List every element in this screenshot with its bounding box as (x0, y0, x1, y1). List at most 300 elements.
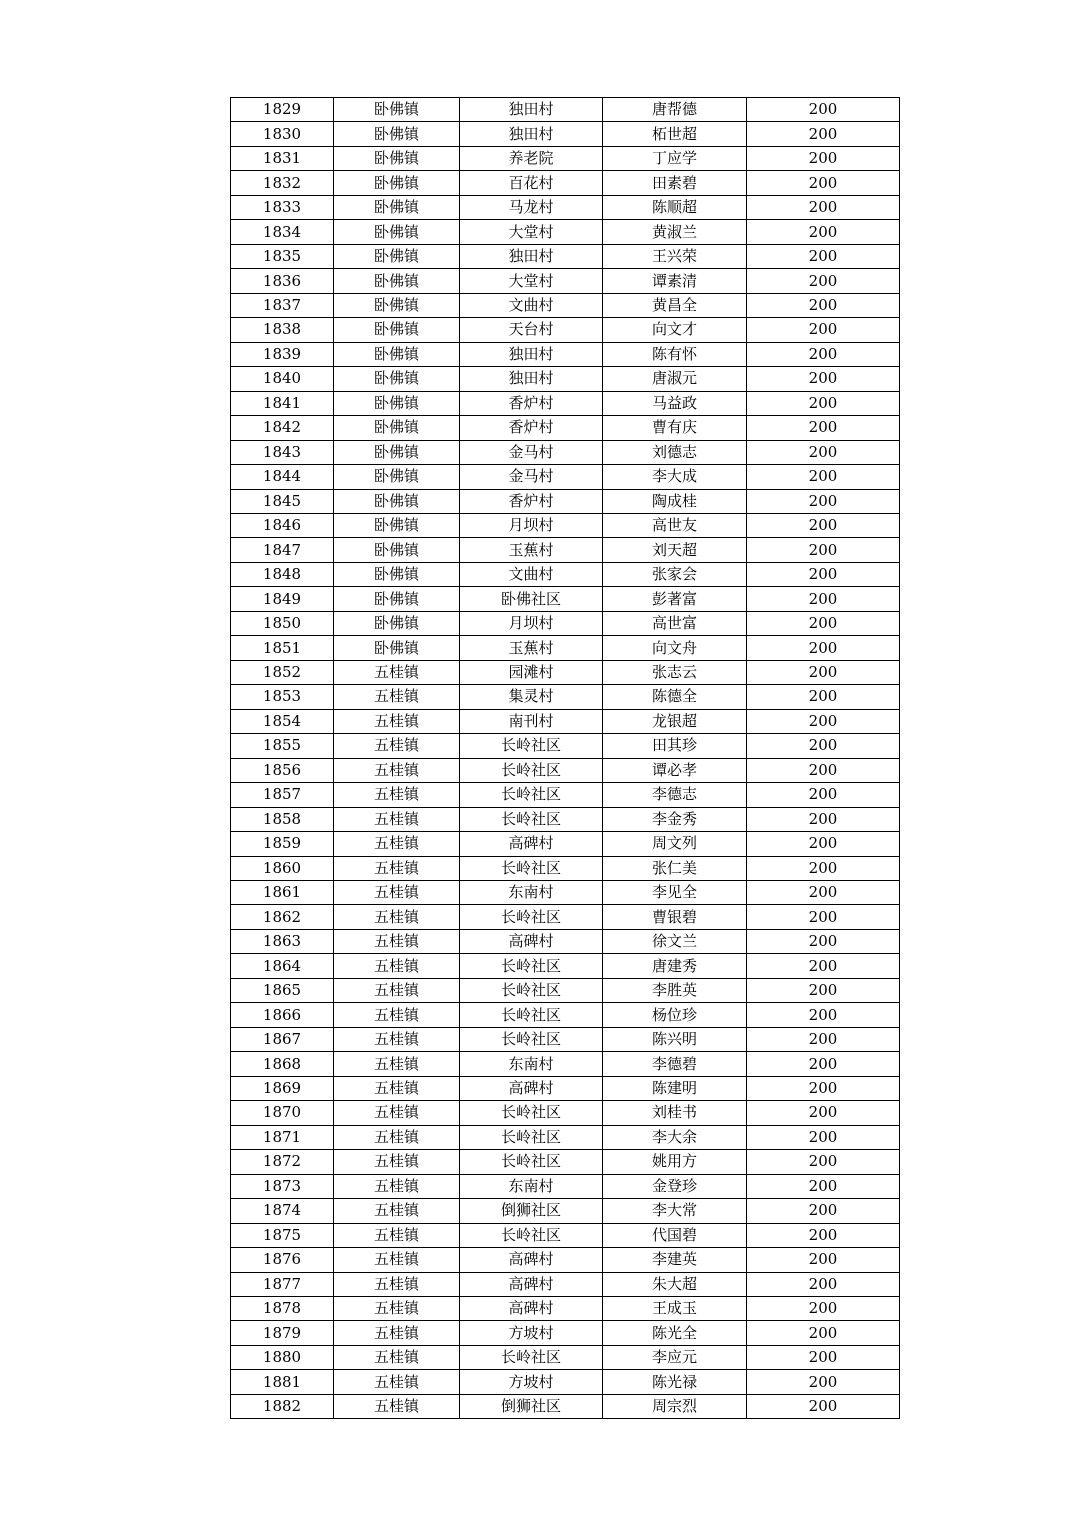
row-number-cell: 1833 (231, 195, 334, 219)
town-cell: 五桂镇 (334, 1296, 460, 1320)
amount-cell: 200 (747, 1199, 900, 1223)
village-cell: 大堂村 (460, 269, 603, 293)
town-cell: 五桂镇 (334, 1321, 460, 1345)
town-cell: 卧佛镇 (334, 342, 460, 366)
town-cell: 卧佛镇 (334, 416, 460, 440)
amount-cell: 200 (747, 1223, 900, 1247)
village-cell: 文曲村 (460, 562, 603, 586)
table-row (231, 171, 900, 195)
town-cell: 五桂镇 (334, 978, 460, 1002)
row-number-cell: 1876 (231, 1248, 334, 1272)
name-cell: 黄昌全 (603, 293, 747, 317)
village-cell: 金马村 (460, 465, 603, 489)
amount-cell: 200 (747, 171, 900, 195)
amount-cell: 200 (747, 954, 900, 978)
amount-cell: 200 (747, 440, 900, 464)
table-row (231, 587, 900, 611)
town-cell: 卧佛镇 (334, 122, 460, 146)
row-number-cell: 1869 (231, 1076, 334, 1100)
name-cell: 刘天超 (603, 538, 747, 562)
row-number-cell: 1847 (231, 538, 334, 562)
town-cell: 五桂镇 (334, 1345, 460, 1369)
row-number-cell: 1868 (231, 1052, 334, 1076)
amount-cell: 200 (747, 1174, 900, 1198)
table-row (231, 1101, 900, 1125)
amount-cell: 200 (747, 1248, 900, 1272)
table-row (231, 98, 900, 122)
table-row (231, 1248, 900, 1272)
row-number-cell: 1830 (231, 122, 334, 146)
row-number-cell: 1829 (231, 98, 334, 122)
row-number-cell: 1832 (231, 171, 334, 195)
amount-cell: 200 (747, 122, 900, 146)
town-cell: 卧佛镇 (334, 538, 460, 562)
name-cell: 曹有庆 (603, 416, 747, 440)
amount-cell: 200 (747, 1003, 900, 1027)
village-cell: 独田村 (460, 122, 603, 146)
town-cell: 卧佛镇 (334, 244, 460, 268)
amount-cell: 200 (747, 1394, 900, 1418)
name-cell: 刘桂书 (603, 1101, 747, 1125)
table-row (231, 1199, 900, 1223)
town-cell: 卧佛镇 (334, 146, 460, 170)
amount-cell: 200 (747, 220, 900, 244)
name-cell: 唐淑元 (603, 367, 747, 391)
table-row (231, 562, 900, 586)
village-cell: 大堂村 (460, 220, 603, 244)
amount-cell: 200 (747, 685, 900, 709)
town-cell: 卧佛镇 (334, 391, 460, 415)
village-cell: 集灵村 (460, 685, 603, 709)
village-cell: 长岭社区 (460, 978, 603, 1002)
table-row (231, 513, 900, 537)
town-cell: 五桂镇 (334, 660, 460, 684)
amount-cell: 200 (747, 1076, 900, 1100)
village-cell: 东南村 (460, 881, 603, 905)
row-number-cell: 1875 (231, 1223, 334, 1247)
amount-cell: 200 (747, 489, 900, 513)
amount-cell: 200 (747, 611, 900, 635)
name-cell: 陈兴明 (603, 1027, 747, 1051)
amount-cell: 200 (747, 244, 900, 268)
row-number-cell: 1861 (231, 881, 334, 905)
name-cell: 李应元 (603, 1345, 747, 1369)
amount-cell: 200 (747, 1052, 900, 1076)
town-cell: 五桂镇 (334, 1101, 460, 1125)
table-row (231, 636, 900, 660)
row-number-cell: 1865 (231, 978, 334, 1002)
name-cell: 李建英 (603, 1248, 747, 1272)
amount-cell: 200 (747, 1321, 900, 1345)
row-number-cell: 1855 (231, 734, 334, 758)
amount-cell: 200 (747, 465, 900, 489)
amount-cell: 200 (747, 562, 900, 586)
village-cell: 月坝村 (460, 513, 603, 537)
amount-cell: 200 (747, 905, 900, 929)
amount-cell: 200 (747, 538, 900, 562)
name-cell: 李胜英 (603, 978, 747, 1002)
name-cell: 李金秀 (603, 807, 747, 831)
village-cell: 高碑村 (460, 1296, 603, 1320)
amount-cell: 200 (747, 293, 900, 317)
row-number-cell: 1844 (231, 465, 334, 489)
town-cell: 五桂镇 (334, 954, 460, 978)
name-cell: 张仁美 (603, 856, 747, 880)
name-cell: 李大常 (603, 1199, 747, 1223)
amount-cell: 200 (747, 734, 900, 758)
row-number-cell: 1881 (231, 1370, 334, 1394)
name-cell: 高世富 (603, 611, 747, 635)
name-cell: 张志云 (603, 660, 747, 684)
amount-cell: 200 (747, 269, 900, 293)
row-number-cell: 1867 (231, 1027, 334, 1051)
town-cell: 卧佛镇 (334, 636, 460, 660)
name-cell: 田素碧 (603, 171, 747, 195)
town-cell: 五桂镇 (334, 832, 460, 856)
table-row (231, 293, 900, 317)
row-number-cell: 1836 (231, 269, 334, 293)
table-row (231, 318, 900, 342)
table-row (231, 146, 900, 170)
village-cell: 高碑村 (460, 1076, 603, 1100)
name-cell: 朱大超 (603, 1272, 747, 1296)
amount-cell: 200 (747, 856, 900, 880)
amount-cell: 200 (747, 1296, 900, 1320)
table-row (231, 734, 900, 758)
village-cell: 香炉村 (460, 391, 603, 415)
table-row (231, 489, 900, 513)
row-number-cell: 1839 (231, 342, 334, 366)
row-number-cell: 1848 (231, 562, 334, 586)
amount-cell: 200 (747, 1101, 900, 1125)
amount-cell: 200 (747, 98, 900, 122)
name-cell: 陈有怀 (603, 342, 747, 366)
table-row (231, 1027, 900, 1051)
town-cell: 卧佛镇 (334, 318, 460, 342)
row-number-cell: 1850 (231, 611, 334, 635)
amount-cell: 200 (747, 929, 900, 953)
town-cell: 五桂镇 (334, 1199, 460, 1223)
village-cell: 长岭社区 (460, 783, 603, 807)
name-cell: 李大成 (603, 465, 747, 489)
row-number-cell: 1879 (231, 1321, 334, 1345)
village-cell: 倒狮社区 (460, 1394, 603, 1418)
village-cell: 长岭社区 (460, 905, 603, 929)
table-row (231, 416, 900, 440)
name-cell: 李德志 (603, 783, 747, 807)
village-cell: 独田村 (460, 367, 603, 391)
name-cell: 田其珍 (603, 734, 747, 758)
town-cell: 卧佛镇 (334, 98, 460, 122)
name-cell: 唐帮德 (603, 98, 747, 122)
town-cell: 五桂镇 (334, 734, 460, 758)
name-cell: 陈光全 (603, 1321, 747, 1345)
village-cell: 长岭社区 (460, 1101, 603, 1125)
village-cell: 长岭社区 (460, 1003, 603, 1027)
amount-cell: 200 (747, 978, 900, 1002)
name-cell: 陈建明 (603, 1076, 747, 1100)
name-cell: 李德碧 (603, 1052, 747, 1076)
village-cell: 长岭社区 (460, 758, 603, 782)
town-cell: 卧佛镇 (334, 195, 460, 219)
amount-cell: 200 (747, 881, 900, 905)
table-row (231, 1052, 900, 1076)
amount-cell: 200 (747, 636, 900, 660)
village-cell: 园滩村 (460, 660, 603, 684)
row-number-cell: 1840 (231, 367, 334, 391)
name-cell: 王兴荣 (603, 244, 747, 268)
village-cell: 玉蕉村 (460, 636, 603, 660)
name-cell: 王成玉 (603, 1296, 747, 1320)
table-row (231, 538, 900, 562)
amount-cell: 200 (747, 342, 900, 366)
name-cell: 彭著富 (603, 587, 747, 611)
table-row (231, 1125, 900, 1149)
town-cell: 卧佛镇 (334, 611, 460, 635)
table-row (231, 807, 900, 831)
village-cell: 倒狮社区 (460, 1199, 603, 1223)
roster-table-body (231, 98, 900, 1419)
table-row (231, 660, 900, 684)
town-cell: 五桂镇 (334, 1248, 460, 1272)
amount-cell: 200 (747, 1150, 900, 1174)
town-cell: 五桂镇 (334, 1174, 460, 1198)
row-number-cell: 1837 (231, 293, 334, 317)
village-cell: 长岭社区 (460, 1223, 603, 1247)
row-number-cell: 1831 (231, 146, 334, 170)
amount-cell: 200 (747, 709, 900, 733)
table-row (231, 122, 900, 146)
table-row (231, 685, 900, 709)
town-cell: 卧佛镇 (334, 465, 460, 489)
town-cell: 卧佛镇 (334, 367, 460, 391)
village-cell: 养老院 (460, 146, 603, 170)
row-number-cell: 1882 (231, 1394, 334, 1418)
town-cell: 卧佛镇 (334, 489, 460, 513)
row-number-cell: 1846 (231, 513, 334, 537)
village-cell: 南刊村 (460, 709, 603, 733)
table-row (231, 1370, 900, 1394)
table-row (231, 929, 900, 953)
table-row (231, 783, 900, 807)
amount-cell: 200 (747, 367, 900, 391)
village-cell: 百花村 (460, 171, 603, 195)
row-number-cell: 1860 (231, 856, 334, 880)
name-cell: 唐建秀 (603, 954, 747, 978)
row-number-cell: 1843 (231, 440, 334, 464)
table-row (231, 1174, 900, 1198)
name-cell: 高世友 (603, 513, 747, 537)
amount-cell: 200 (747, 832, 900, 856)
row-number-cell: 1854 (231, 709, 334, 733)
table-row (231, 1003, 900, 1027)
row-number-cell: 1849 (231, 587, 334, 611)
village-cell: 长岭社区 (460, 1345, 603, 1369)
table-row (231, 440, 900, 464)
village-cell: 独田村 (460, 98, 603, 122)
amount-cell: 200 (747, 1272, 900, 1296)
amount-cell: 200 (747, 1370, 900, 1394)
table-row (231, 465, 900, 489)
row-number-cell: 1866 (231, 1003, 334, 1027)
row-number-cell: 1873 (231, 1174, 334, 1198)
town-cell: 五桂镇 (334, 1027, 460, 1051)
village-cell: 独田村 (460, 244, 603, 268)
amount-cell: 200 (747, 391, 900, 415)
village-cell: 长岭社区 (460, 1027, 603, 1051)
row-number-cell: 1834 (231, 220, 334, 244)
table-row (231, 367, 900, 391)
name-cell: 张家会 (603, 562, 747, 586)
amount-cell: 200 (747, 758, 900, 782)
amount-cell: 200 (747, 195, 900, 219)
town-cell: 五桂镇 (334, 1223, 460, 1247)
table-row (231, 342, 900, 366)
row-number-cell: 1853 (231, 685, 334, 709)
town-cell: 五桂镇 (334, 1394, 460, 1418)
town-cell: 五桂镇 (334, 1076, 460, 1100)
town-cell: 五桂镇 (334, 1125, 460, 1149)
town-cell: 五桂镇 (334, 709, 460, 733)
town-cell: 卧佛镇 (334, 440, 460, 464)
name-cell: 周文列 (603, 832, 747, 856)
town-cell: 卧佛镇 (334, 293, 460, 317)
table-row (231, 1223, 900, 1247)
town-cell: 五桂镇 (334, 783, 460, 807)
village-cell: 月坝村 (460, 611, 603, 635)
row-number-cell: 1841 (231, 391, 334, 415)
village-cell: 长岭社区 (460, 807, 603, 831)
name-cell: 杨位珍 (603, 1003, 747, 1027)
row-number-cell: 1842 (231, 416, 334, 440)
row-number-cell: 1857 (231, 783, 334, 807)
table-row (231, 758, 900, 782)
table-row (231, 269, 900, 293)
village-cell: 东南村 (460, 1174, 603, 1198)
table-row (231, 978, 900, 1002)
town-cell: 五桂镇 (334, 1370, 460, 1394)
town-cell: 五桂镇 (334, 1272, 460, 1296)
village-cell: 天台村 (460, 318, 603, 342)
table-row (231, 1394, 900, 1418)
amount-cell: 200 (747, 660, 900, 684)
table-row (231, 244, 900, 268)
table-row (231, 195, 900, 219)
amount-cell: 200 (747, 1345, 900, 1369)
name-cell: 刘德志 (603, 440, 747, 464)
row-number-cell: 1862 (231, 905, 334, 929)
town-cell: 五桂镇 (334, 856, 460, 880)
village-cell: 长岭社区 (460, 856, 603, 880)
row-number-cell: 1859 (231, 832, 334, 856)
name-cell: 马益政 (603, 391, 747, 415)
table-row (231, 1296, 900, 1320)
row-number-cell: 1856 (231, 758, 334, 782)
village-cell: 高碑村 (460, 832, 603, 856)
village-cell: 长岭社区 (460, 1150, 603, 1174)
village-cell: 长岭社区 (460, 734, 603, 758)
name-cell: 李大余 (603, 1125, 747, 1149)
town-cell: 五桂镇 (334, 758, 460, 782)
town-cell: 五桂镇 (334, 807, 460, 831)
town-cell: 卧佛镇 (334, 587, 460, 611)
row-number-cell: 1851 (231, 636, 334, 660)
village-cell: 卧佛社区 (460, 587, 603, 611)
town-cell: 五桂镇 (334, 1052, 460, 1076)
name-cell: 黄淑兰 (603, 220, 747, 244)
amount-cell: 200 (747, 146, 900, 170)
town-cell: 五桂镇 (334, 881, 460, 905)
table-row (231, 954, 900, 978)
table-row (231, 220, 900, 244)
amount-cell: 200 (747, 1125, 900, 1149)
village-cell: 马龙村 (460, 195, 603, 219)
village-cell: 高碑村 (460, 929, 603, 953)
town-cell: 五桂镇 (334, 1150, 460, 1174)
village-cell: 高碑村 (460, 1248, 603, 1272)
name-cell: 金登珍 (603, 1174, 747, 1198)
row-number-cell: 1864 (231, 954, 334, 978)
name-cell: 陈顺超 (603, 195, 747, 219)
roster-table (230, 97, 900, 1419)
village-cell: 长岭社区 (460, 1125, 603, 1149)
row-number-cell: 1872 (231, 1150, 334, 1174)
village-cell: 高碑村 (460, 1272, 603, 1296)
town-cell: 卧佛镇 (334, 269, 460, 293)
name-cell: 陈光禄 (603, 1370, 747, 1394)
name-cell: 陶成桂 (603, 489, 747, 513)
row-number-cell: 1870 (231, 1101, 334, 1125)
town-cell: 五桂镇 (334, 1003, 460, 1027)
village-cell: 方坡村 (460, 1370, 603, 1394)
name-cell: 代国碧 (603, 1223, 747, 1247)
amount-cell: 200 (747, 783, 900, 807)
table-row (231, 832, 900, 856)
table-row (231, 611, 900, 635)
row-number-cell: 1858 (231, 807, 334, 831)
village-cell: 文曲村 (460, 293, 603, 317)
village-cell: 东南村 (460, 1052, 603, 1076)
row-number-cell: 1835 (231, 244, 334, 268)
table-row (231, 1150, 900, 1174)
amount-cell: 200 (747, 807, 900, 831)
name-cell: 谭素清 (603, 269, 747, 293)
row-number-cell: 1871 (231, 1125, 334, 1149)
name-cell: 曹银碧 (603, 905, 747, 929)
name-cell: 周宗烈 (603, 1394, 747, 1418)
name-cell: 柘世超 (603, 122, 747, 146)
town-cell: 五桂镇 (334, 685, 460, 709)
row-number-cell: 1852 (231, 660, 334, 684)
amount-cell: 200 (747, 1027, 900, 1051)
amount-cell: 200 (747, 513, 900, 537)
amount-cell: 200 (747, 416, 900, 440)
name-cell: 李见全 (603, 881, 747, 905)
town-cell: 卧佛镇 (334, 562, 460, 586)
town-cell: 五桂镇 (334, 905, 460, 929)
amount-cell: 200 (747, 318, 900, 342)
amount-cell: 200 (747, 587, 900, 611)
name-cell: 姚用方 (603, 1150, 747, 1174)
table-row (231, 709, 900, 733)
town-cell: 卧佛镇 (334, 171, 460, 195)
table-row (231, 391, 900, 415)
row-number-cell: 1845 (231, 489, 334, 513)
town-cell: 卧佛镇 (334, 220, 460, 244)
village-cell: 玉蕉村 (460, 538, 603, 562)
table-row (231, 881, 900, 905)
village-cell: 香炉村 (460, 416, 603, 440)
